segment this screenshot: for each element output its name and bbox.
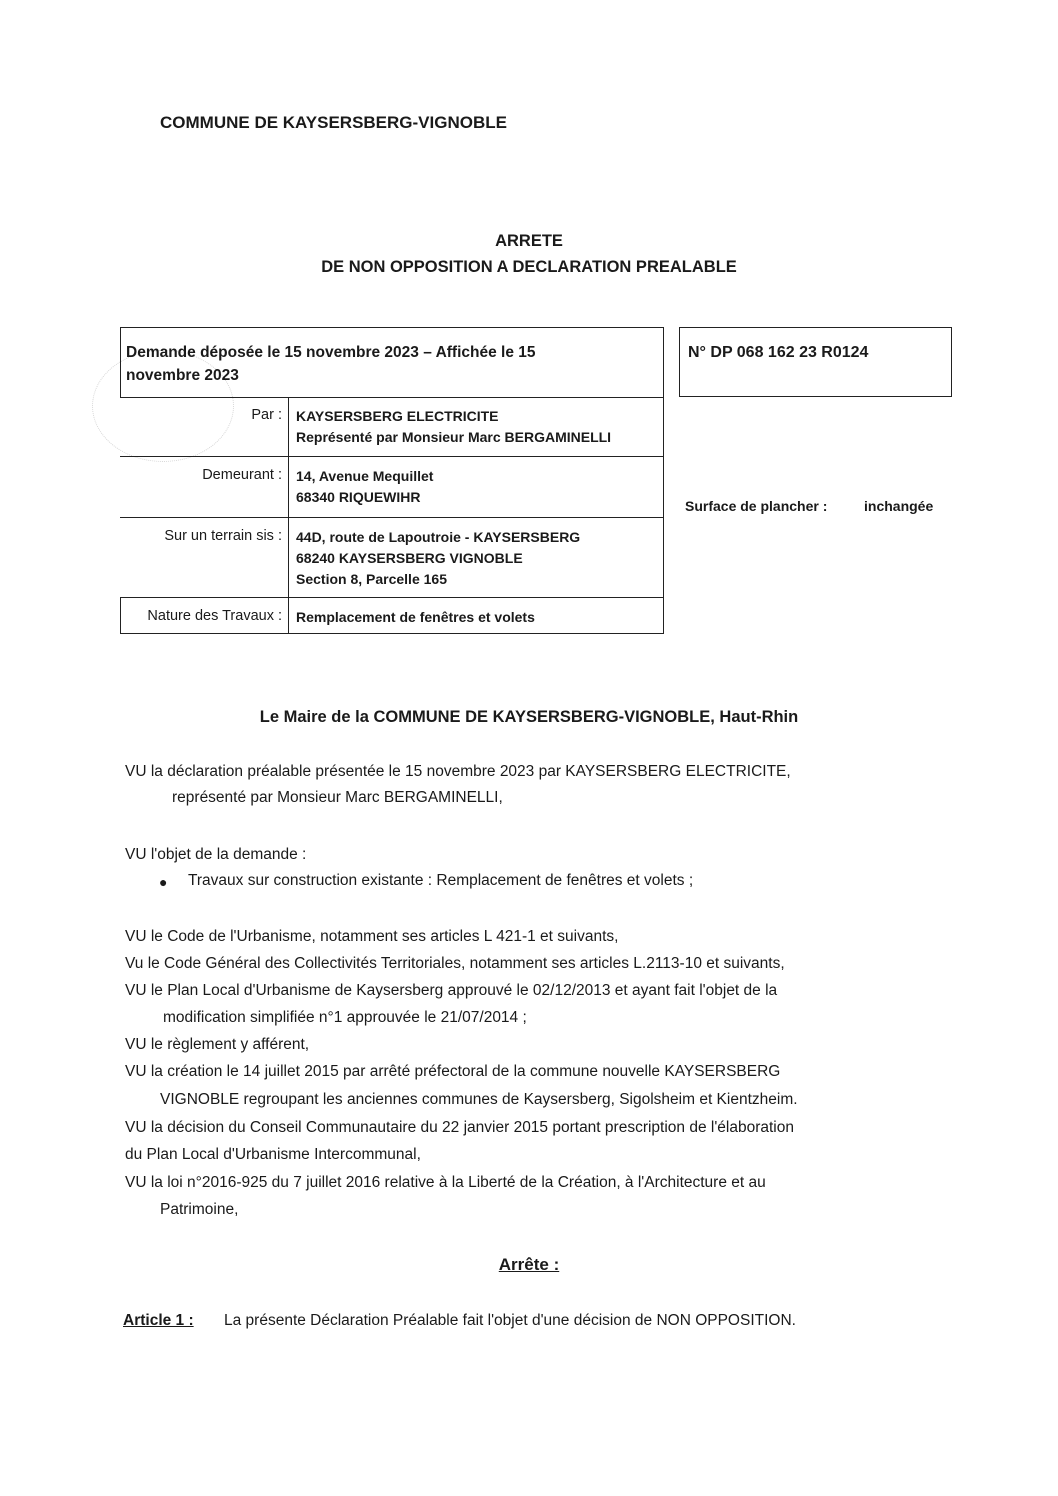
request-info-table [120, 327, 664, 634]
table-border-top [120, 327, 664, 328]
address-line: 68340 RIQUEWIHR [296, 489, 421, 505]
dp-number-box [679, 327, 952, 397]
commune-header: COMMUNE DE KAYSERSBERG-VIGNOBLE [160, 113, 507, 132]
request-date-line: novembre 2023 [126, 367, 239, 384]
land-label: Sur un terrain sis : [164, 528, 282, 544]
table-divider [120, 517, 664, 518]
land-value [296, 527, 580, 590]
land-line: 44D, route de Lapoutroie - KAYSERSBERG [296, 529, 581, 545]
document-title: ARRETE [495, 232, 563, 250]
land-line: Section 8, Parcelle 165 [296, 571, 447, 587]
table-border-left-top [120, 327, 121, 397]
consideration-vu7: VU la création le 14 juillet 2015 par arrêté préfectoral de la commune nouvelle KAYSERSBERG [125, 1063, 781, 1080]
bullet-item: Travaux sur construction existante : Remplacement de fenêtres et volets ; [188, 872, 694, 889]
request-date-line: Demande déposée le 15 novembre 2023 – Affichée le 15 [126, 344, 536, 361]
works-value: Remplacement de fenêtres et volets [296, 609, 535, 625]
article-1-text: La présente Déclaration Préalable fait l'objet d'une décision de NON OPPOSITION. [224, 1312, 796, 1329]
address-line: 14, Avenue Mequillet [296, 468, 434, 484]
table-divider [120, 397, 664, 398]
table-border-right [663, 327, 664, 634]
table-border-bottom [120, 633, 664, 634]
applicant-name: KAYSERSBERG ELECTRICITE [296, 408, 499, 424]
table-divider [120, 597, 664, 598]
consideration-vu2: VU l'objet de la demande : [125, 846, 307, 863]
consideration-vu3: VU le Code de l'Urbanisme, notamment ses articles L 421-1 et suivants, [125, 928, 619, 945]
consideration-vu1-cont: représenté par Monsieur Marc BERGAMINELLI, [172, 789, 503, 806]
works-label: Nature des Travaux : [147, 608, 282, 624]
applicant-value [296, 406, 611, 448]
dp-number: N° DP 068 162 23 R0124 [688, 344, 869, 361]
consideration-vu7-cont: VIGNOBLE regroupant les anciennes communes de Kaysersberg, Sigolsheim et Kientzheim. [160, 1091, 798, 1108]
consideration-vu6: VU le règlement y afférent, [125, 1036, 310, 1053]
surface-label: Surface de plancher : [685, 498, 828, 514]
bullet-icon: ● [159, 874, 168, 890]
consideration-vu4: Vu le Code Général des Collectivités Territoriales, notamment ses articles L.2113-10 et suivants, [125, 955, 785, 972]
request-date [126, 341, 646, 387]
table-column-divider [288, 397, 289, 634]
surface-value: inchangée [864, 498, 934, 514]
address-value [296, 466, 433, 508]
consideration-vu8: VU la décision du Conseil Communautaire du 22 janvier 2015 portant prescription de l'élaboration [125, 1119, 794, 1136]
consideration-vu9: VU la loi n°2016-925 du 7 juillet 2016 relative à la Liberté de la Création, à l'Architecture et au [125, 1174, 766, 1191]
mayor-heading: Le Maire de la COMMUNE DE KAYSERSBERG-VIGNOBLE, Haut-Rhin [259, 708, 799, 726]
consideration-vu8-cont: du Plan Local d'Urbanisme Intercommunal, [125, 1146, 421, 1163]
land-line: 68240 KAYSERSBERG VIGNOBLE [296, 550, 523, 566]
address-label: Demeurant : [202, 467, 282, 483]
table-divider [120, 456, 664, 457]
decision-heading: Arrête : [498, 1255, 560, 1274]
consideration-vu5: VU le Plan Local d'Urbanisme de Kaysersberg approuvé le 02/12/2013 et ayant fait l'objet de la [125, 982, 778, 999]
document-subtitle: DE NON OPPOSITION A DECLARATION PREALABLE [321, 258, 737, 276]
consideration-vu1: VU la déclaration préalable présentée le 15 novembre 2023 par KAYSERSBERG ELECTRICITE, [125, 763, 791, 780]
consideration-vu9-cont: Patrimoine, [160, 1201, 239, 1218]
applicant-representative: Représenté par Monsieur Marc BERGAMINELLI [296, 429, 612, 445]
consideration-vu5-cont: modification simplifiée n°1 approuvée le 21/07/2014 ; [163, 1009, 527, 1026]
article-1-label: Article 1 : [123, 1312, 194, 1329]
applicant-label: Par : [251, 407, 282, 423]
